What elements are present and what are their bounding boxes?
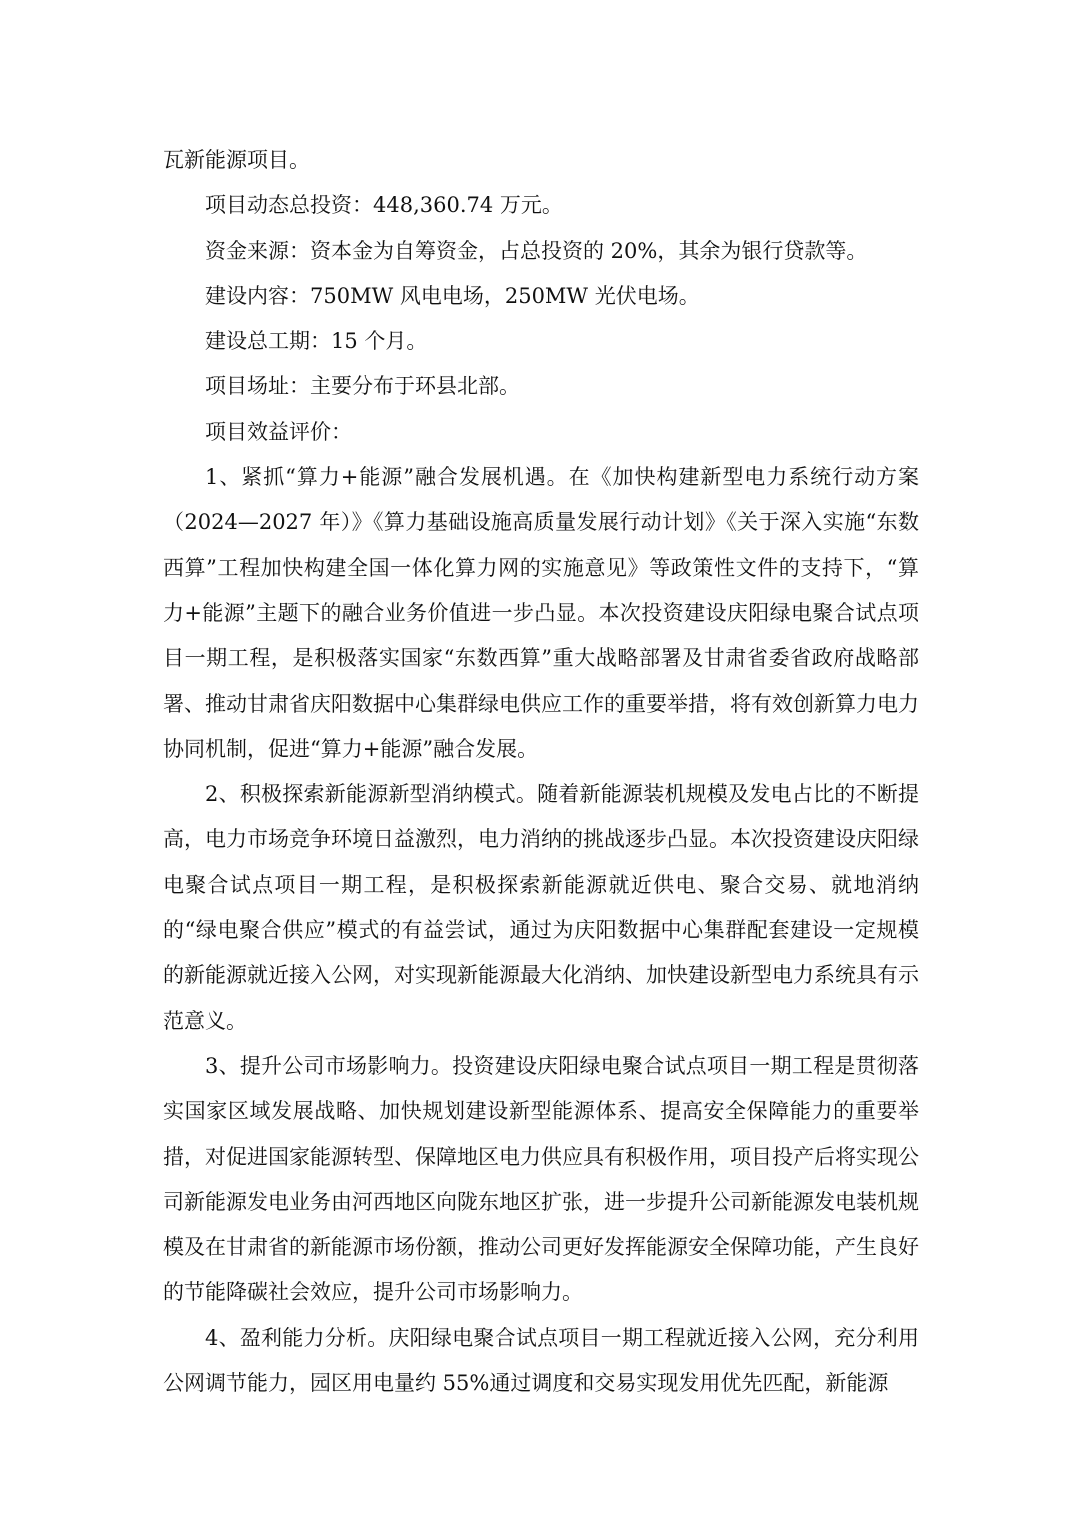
paragraph-continuation: 瓦新能源项目。	[163, 148, 310, 172]
paragraph-construction-period: 建设总工期：15 个月。	[205, 329, 428, 354]
paragraph-point-1: 1、紧抓“算力+能源”融合发展机遇。在《加快构建新型电力系统行动方案（2024—2027 年）》《算力基础设施高质量发展行动计划》《关于深入实施“东数西算”工程加快构建全国一体化算力网的实施意见》等政策性文件的支持下，“算力+能源”主题下的融合业务价值进一步凸显。本次投资建设庆阳绿电聚合试点项目一期工程，是积极落实国家“东数西算”重大战略部署及甘肃省委省政府战略部署、推动甘肃省庆阳数据中心集群绿电供应工作的重要举措，将有效创新算力电力协同机制，促进“算力+能源”融合发展。	[163, 465, 919, 761]
paragraph-project-site: 项目场址：主要分布于环县北部。	[205, 374, 520, 399]
paragraph-point-4: 4、盈利能力分析。庆阳绿电聚合试点项目一期工程就近接入公网，充分利用公网调节能力，园区用电量约 55%通过调度和交易实现发用优先匹配，新能源	[163, 1325, 919, 1396]
paragraph-benefit-heading: 项目效益评价：	[205, 419, 352, 444]
paragraph-point-2: 2、积极探索新能源新型消纳模式。随着新能源装机规模及发电占比的不断提高，电力市场竞争环境日益激烈，电力消纳的挑战逐步凸显。本次投资建设庆阳绿电聚合试点项目一期工程，是积极探索新能源就近供电、聚合交易、就地消纳的“绿电聚合供应”模式的有益尝试，通过为庆阳数据中心集群配套建设一定规模的新能源就近接入公网，对实现新能源最大化消纳、加快建设新型电力系统具有示范意义。	[163, 782, 919, 1033]
paragraph-funding-source: 资金来源：资本金为自筹资金，占总投资的 20%，其余为银行贷款等。	[205, 238, 868, 263]
document-page	[163, 138, 919, 1406]
paragraph-total-investment: 项目动态总投资：448,360.74 万元。	[205, 193, 563, 218]
paragraph-point-3: 3、提升公司市场影响力。投资建设庆阳绿电聚合试点项目一期工程是贯彻落实国家区域发展战略、加快规划建设新型能源体系、提高安全保障能力的重要举措，对促进国家能源转型、保障地区电力供应具有积极作用，项目投产后将实现公司新能源发电业务由河西地区向陇东地区扩张，进一步提升公司新能源发电装机规模及在甘肃省的新能源市场份额，推动公司更好发挥能源安全保障功能，产生良好的节能降碳社会效应，提升公司市场影响力。	[163, 1053, 919, 1305]
paragraph-construction-content: 建设内容：750MW 风电电场，250MW 光伏电场。	[205, 283, 700, 308]
